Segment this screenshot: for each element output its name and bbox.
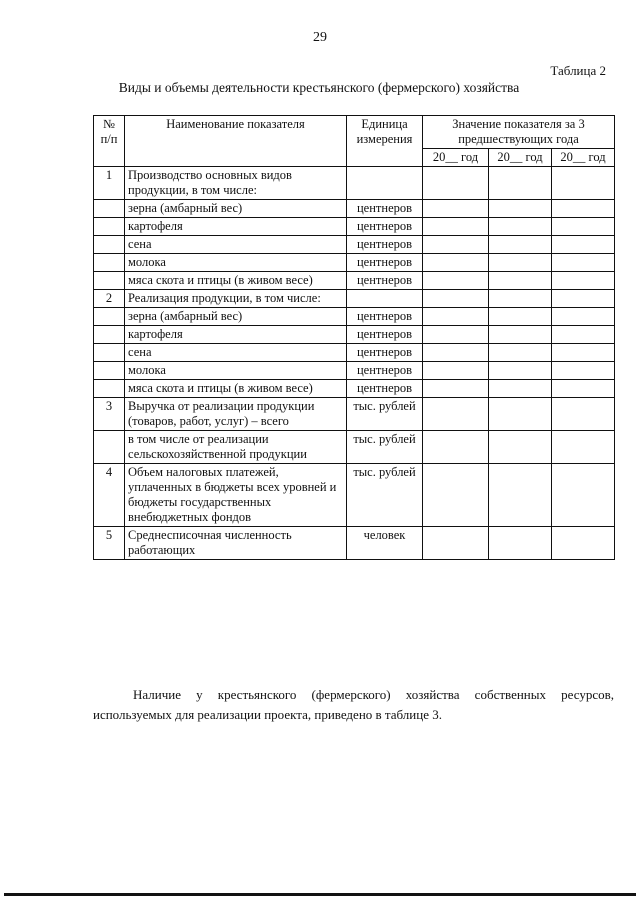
value-cell: [423, 218, 489, 236]
row-num: 1: [94, 167, 125, 200]
table-row: [94, 344, 615, 362]
value-cell: [489, 254, 552, 272]
header-unit: Единица измерения: [347, 116, 423, 167]
row-unit: центнеров: [347, 344, 423, 362]
value-cell: [489, 167, 552, 200]
table-label: Таблица 2: [550, 63, 606, 78]
row-name: молока: [125, 362, 347, 380]
value-cell: [423, 290, 489, 308]
value-cell: [423, 236, 489, 254]
row-unit: центнеров: [347, 236, 423, 254]
row-name: сена: [125, 344, 347, 362]
value-cell: [489, 236, 552, 254]
value-cell: [552, 344, 615, 362]
row-unit: тыс. рублей: [347, 464, 423, 527]
table-row: [94, 218, 615, 236]
row-name: мяса скота и птицы (в живом весе): [125, 380, 347, 398]
row-unit: центнеров: [347, 326, 423, 344]
value-cell: [489, 380, 552, 398]
header-row: [94, 116, 615, 149]
row-unit: центнеров: [347, 308, 423, 326]
value-cell: [489, 362, 552, 380]
activity-table: [93, 115, 615, 560]
row-name: картофеля: [125, 326, 347, 344]
value-cell: [552, 527, 615, 560]
row-unit: центнеров: [347, 272, 423, 290]
row-name: сена: [125, 236, 347, 254]
row-unit: центнеров: [347, 254, 423, 272]
value-cell: [552, 464, 615, 527]
table-row: [94, 380, 615, 398]
value-cell: [423, 272, 489, 290]
table-row: [94, 290, 615, 308]
row-num: 4: [94, 464, 125, 527]
row-name: картофеля: [125, 218, 347, 236]
row-name: Объем налоговых платежей, уплаченных в бюджеты всех уровней и бюджеты государственных внебюджетных фондов: [125, 464, 347, 527]
value-cell: [552, 380, 615, 398]
value-cell: [489, 527, 552, 560]
row-num: 2: [94, 290, 125, 308]
value-cell: [423, 380, 489, 398]
value-cell: [423, 464, 489, 527]
row-num: [94, 254, 125, 272]
value-cell: [423, 362, 489, 380]
value-cell: [552, 431, 615, 464]
value-cell: [552, 362, 615, 380]
value-cell: [489, 398, 552, 431]
table-row: [94, 326, 615, 344]
value-cell: [423, 200, 489, 218]
table-row: [94, 431, 615, 464]
value-cell: [489, 200, 552, 218]
value-cell: [552, 200, 615, 218]
row-num: 3: [94, 398, 125, 431]
header-name: Наименование показателя: [125, 116, 347, 167]
bottom-rule: [4, 893, 636, 896]
value-cell: [552, 218, 615, 236]
table-row: [94, 398, 615, 431]
value-cell: [552, 254, 615, 272]
page-number: 29: [313, 30, 327, 45]
header-num: № п/п: [94, 116, 125, 167]
row-num: [94, 380, 125, 398]
row-unit: человек: [347, 527, 423, 560]
row-unit: центнеров: [347, 362, 423, 380]
value-cell: [552, 167, 615, 200]
value-cell: [423, 431, 489, 464]
table-row: [94, 308, 615, 326]
row-num: [94, 362, 125, 380]
header-year-3: 20__ год: [552, 149, 615, 167]
row-num: [94, 236, 125, 254]
value-cell: [489, 308, 552, 326]
row-num: [94, 272, 125, 290]
table-row: [94, 167, 615, 200]
header-year-1: 20__ год: [423, 149, 489, 167]
value-cell: [423, 344, 489, 362]
body-paragraph: Наличие у крестьянского (фермерского) хозяйства собственных ресурсов, используемых для реализации проекта, приведено в таблице 3.: [93, 687, 614, 722]
value-cell: [552, 308, 615, 326]
value-cell: [552, 326, 615, 344]
row-name: зерна (амбарный вес): [125, 200, 347, 218]
value-cell: [423, 254, 489, 272]
value-cell: [423, 308, 489, 326]
table-title: Виды и объемы деятельности крестьянского (фермерского) хозяйства: [118, 80, 520, 95]
row-name: в том числе от реализации сельскохозяйственной продукции: [125, 431, 347, 464]
row-name: зерна (амбарный вес): [125, 308, 347, 326]
value-cell: [552, 236, 615, 254]
value-cell: [423, 326, 489, 344]
value-cell: [423, 527, 489, 560]
value-cell: [489, 326, 552, 344]
row-name: мяса скота и птицы (в живом весе): [125, 272, 347, 290]
row-num: [94, 308, 125, 326]
row-num: [94, 344, 125, 362]
table-row: [94, 362, 615, 380]
row-num: [94, 326, 125, 344]
value-cell: [552, 398, 615, 431]
table-row: [94, 527, 615, 560]
value-cell: [489, 218, 552, 236]
row-unit: центнеров: [347, 218, 423, 236]
value-cell: [552, 290, 615, 308]
table-row: [94, 464, 615, 527]
value-cell: [489, 344, 552, 362]
row-name: Реализация продукции, в том числе:: [125, 290, 347, 308]
row-name: Среднесписочная численность работающих: [125, 527, 347, 560]
table-row: [94, 236, 615, 254]
row-unit: тыс. рублей: [347, 398, 423, 431]
row-unit: центнеров: [347, 380, 423, 398]
row-num: [94, 200, 125, 218]
row-name: Производство основных видов продукции, в том числе:: [125, 167, 347, 200]
value-cell: [489, 272, 552, 290]
table-row: [94, 254, 615, 272]
value-cell: [552, 272, 615, 290]
row-unit: [347, 167, 423, 200]
row-unit: тыс. рублей: [347, 431, 423, 464]
row-num: [94, 431, 125, 464]
value-cell: [489, 464, 552, 527]
row-name: молока: [125, 254, 347, 272]
value-cell: [489, 290, 552, 308]
header-year-2: 20__ год: [489, 149, 552, 167]
row-name: Выручка от реализации продукции (товаров, работ, услуг) – всего: [125, 398, 347, 431]
row-num: 5: [94, 527, 125, 560]
value-cell: [423, 167, 489, 200]
table-row: [94, 272, 615, 290]
row-num: [94, 218, 125, 236]
table-row: [94, 200, 615, 218]
row-unit: [347, 290, 423, 308]
header-value: Значение показателя за 3 предшествующих года: [423, 116, 615, 149]
value-cell: [489, 431, 552, 464]
row-unit: центнеров: [347, 200, 423, 218]
value-cell: [423, 398, 489, 431]
